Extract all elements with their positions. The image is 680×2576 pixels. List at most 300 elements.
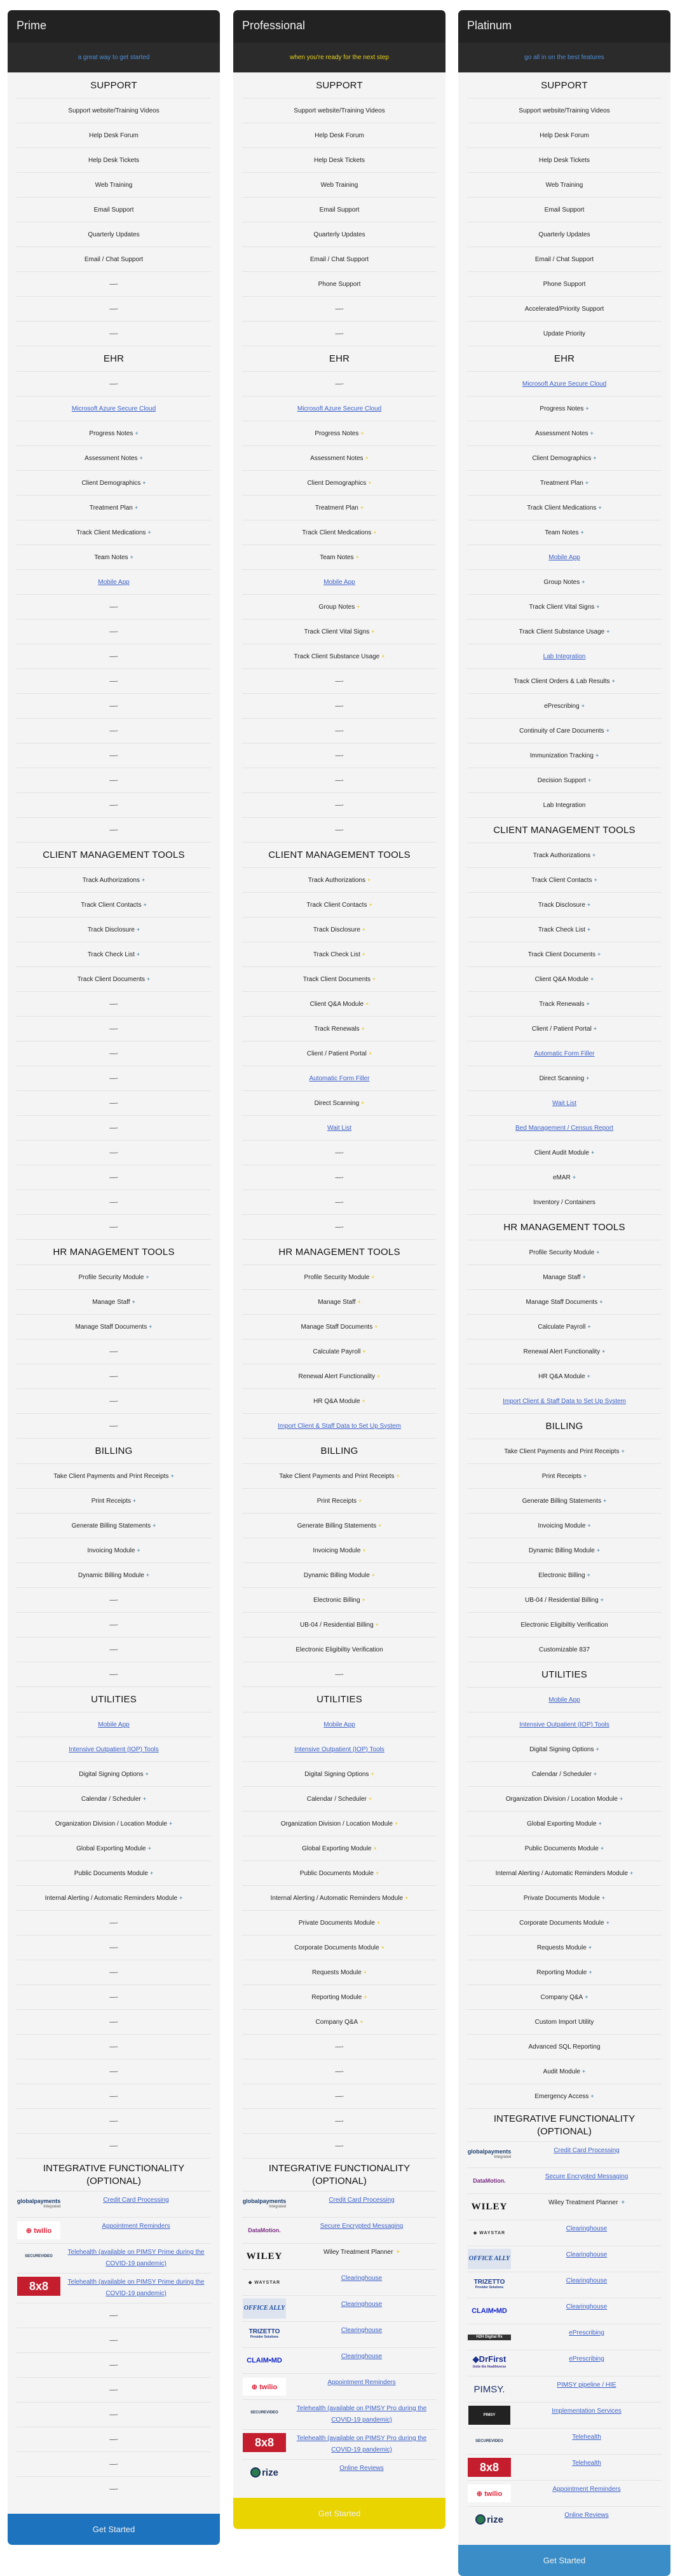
plus-icon[interactable]: + bbox=[143, 901, 147, 908]
feature-row bbox=[467, 2009, 662, 2034]
plus-icon[interactable]: + bbox=[611, 677, 615, 684]
plus-icon[interactable]: + bbox=[142, 1795, 147, 1802]
integration-link-clearinghouse[interactable]: Clearinghouse bbox=[566, 2303, 608, 2310]
plus-icon[interactable]: + bbox=[582, 2068, 586, 2075]
feature-row bbox=[242, 172, 437, 197]
integration-link-online-reviews[interactable]: Online Reviews bbox=[564, 2512, 609, 2519]
feature-row bbox=[467, 172, 662, 197]
plus-icon[interactable]: + bbox=[619, 2199, 625, 2206]
plus-icon[interactable]: + bbox=[595, 752, 599, 759]
mountain-icon bbox=[250, 2467, 261, 2478]
feature-link-mobile-app[interactable]: Mobile App bbox=[323, 1721, 355, 1728]
integration-link-clearinghouse[interactable]: Clearinghouse bbox=[341, 2275, 383, 2282]
plus-icon[interactable]: + bbox=[619, 1795, 623, 1802]
feature-row bbox=[467, 1339, 662, 1364]
datamotion-logo bbox=[467, 2171, 512, 2190]
plus-icon[interactable]: + bbox=[146, 1273, 149, 1280]
logo-text: globalpayments bbox=[17, 2198, 61, 2204]
feature-row bbox=[242, 569, 437, 594]
feature-row bbox=[17, 1463, 211, 1488]
plus-icon[interactable]: + bbox=[588, 1969, 592, 1976]
plus-icon[interactable]: + bbox=[130, 553, 133, 560]
feature-row bbox=[467, 2059, 662, 2084]
get-started-button[interactable]: Get Started bbox=[458, 2545, 670, 2576]
feature-link-wait-list[interactable]: Wait List bbox=[552, 1099, 576, 1107]
plus-icon[interactable]: + bbox=[621, 1447, 625, 1454]
plus-icon[interactable]: + bbox=[372, 975, 376, 982]
plus-icon[interactable]: + bbox=[582, 1273, 586, 1280]
logo-text: 8x8 bbox=[29, 2279, 49, 2293]
plus-icon[interactable]: + bbox=[134, 504, 139, 511]
plus-icon[interactable]: + bbox=[583, 1472, 587, 1479]
plus-icon[interactable]: + bbox=[362, 1547, 366, 1554]
plus-icon[interactable]: + bbox=[360, 2018, 364, 2025]
plus-icon[interactable]: + bbox=[365, 454, 369, 461]
integration-link-appointment-reminders[interactable]: Appointment Reminders bbox=[102, 2223, 170, 2230]
section-heading-utilities: UTILITIES bbox=[467, 1662, 662, 1687]
feature-row bbox=[242, 1463, 437, 1488]
feature-label: Track Client Medications bbox=[76, 529, 146, 536]
integration-link-credit-card-processing[interactable]: Credit Card Processing bbox=[554, 2147, 620, 2154]
feature-unavailable bbox=[242, 296, 437, 321]
feature-label: HR Q&A Module bbox=[538, 1373, 585, 1380]
plus-icon[interactable]: + bbox=[153, 1522, 156, 1529]
plus-icon[interactable]: + bbox=[606, 1919, 609, 1926]
feature-row bbox=[467, 470, 662, 495]
plus-icon[interactable]: + bbox=[590, 1149, 595, 1156]
feature-unavailable bbox=[17, 1214, 211, 1239]
plus-icon[interactable]: + bbox=[376, 1919, 381, 1926]
feature-row bbox=[467, 495, 662, 520]
feature-unavailable bbox=[17, 1165, 211, 1190]
plus-icon[interactable]: + bbox=[145, 1770, 149, 1777]
feature-row bbox=[17, 98, 211, 123]
feature-row bbox=[467, 1140, 662, 1165]
integration-link-eprescribing[interactable]: ePrescribing bbox=[569, 2356, 604, 2362]
plus-icon[interactable]: + bbox=[593, 1025, 597, 1032]
plus-icon[interactable]: + bbox=[132, 1298, 135, 1305]
plus-icon[interactable]: + bbox=[596, 603, 600, 610]
feature-label: Quarterly Updates bbox=[88, 231, 140, 238]
feature-link-lab-integration[interactable]: Lab Integration bbox=[543, 653, 586, 660]
feature-row bbox=[242, 1016, 437, 1041]
plus-icon[interactable]: + bbox=[587, 926, 591, 933]
dash-placeholder: —- bbox=[109, 1174, 118, 1181]
twilio-logo-mark bbox=[243, 2378, 286, 2396]
dash-placeholder: —- bbox=[109, 2485, 118, 2493]
feature-link-bed-management-census-report[interactable]: Bed Management / Census Report bbox=[515, 1124, 613, 1132]
plus-icon[interactable]: + bbox=[381, 1944, 384, 1951]
plus-icon[interactable]: + bbox=[368, 1050, 372, 1057]
feature-link-mobile-app[interactable]: Mobile App bbox=[323, 578, 355, 586]
plus-icon[interactable]: + bbox=[598, 504, 602, 511]
plus-icon[interactable]: + bbox=[586, 1000, 590, 1007]
plus-icon[interactable]: + bbox=[587, 1323, 591, 1330]
feature-label: Continuity of Care Documents bbox=[519, 727, 604, 735]
feature-link-mobile-app[interactable]: Mobile App bbox=[548, 1696, 580, 1704]
feature-row bbox=[242, 123, 437, 147]
feature-link-automatic-form-filler[interactable]: Automatic Form Filler bbox=[534, 1050, 595, 1057]
feature-row bbox=[17, 892, 211, 917]
integration-link-appointment-reminders[interactable]: Appointment Reminders bbox=[327, 2379, 396, 2386]
feature-unavailable bbox=[17, 1910, 211, 1935]
plus-icon[interactable]: + bbox=[594, 876, 597, 883]
trizetto-logo-mark bbox=[474, 2279, 505, 2291]
dash-placeholder: —- bbox=[335, 752, 344, 759]
plus-icon[interactable]: + bbox=[147, 1845, 151, 1852]
get-started-button[interactable]: Get Started bbox=[8, 2514, 220, 2545]
plan-features bbox=[8, 72, 220, 2514]
plus-icon[interactable]: + bbox=[405, 1894, 409, 1901]
plus-icon[interactable]: + bbox=[136, 926, 140, 933]
integration-link-eprescribing[interactable]: ePrescribing bbox=[569, 2329, 604, 2336]
plus-icon[interactable]: + bbox=[602, 1348, 606, 1355]
plus-icon[interactable]: + bbox=[149, 1323, 153, 1330]
feature-link-intensive-outpatient-iop-tools[interactable]: Intensive Outpatient (IOP) Tools bbox=[294, 1746, 384, 1753]
plus-icon[interactable]: + bbox=[362, 951, 366, 958]
integration-description bbox=[512, 2510, 662, 2521]
plus-icon[interactable]: + bbox=[365, 1000, 369, 1007]
plus-icon[interactable]: + bbox=[360, 504, 364, 511]
plus-icon[interactable]: + bbox=[362, 1397, 365, 1404]
plus-icon[interactable]: + bbox=[587, 1571, 590, 1578]
dash-placeholder: —- bbox=[109, 628, 118, 635]
plus-icon[interactable]: + bbox=[596, 1249, 600, 1256]
feature-label: Team Notes bbox=[320, 553, 354, 561]
section-heading-hr-management-tools: HR MANAGEMENT TOOLS bbox=[17, 1239, 211, 1264]
feature-label: Direct Scanning bbox=[314, 1099, 360, 1107]
plus-icon[interactable]: + bbox=[362, 1348, 366, 1355]
integration-link-implementation-services[interactable]: Implementation Services bbox=[552, 2408, 622, 2415]
integration-link-clearinghouse[interactable]: Clearinghouse bbox=[566, 2225, 608, 2232]
dash-placeholder: —- bbox=[109, 1993, 118, 2001]
plus-icon[interactable]: + bbox=[394, 1820, 398, 1827]
integration-link-clearinghouse[interactable]: Clearinghouse bbox=[566, 2277, 608, 2284]
plus-icon[interactable]: + bbox=[580, 529, 584, 536]
plus-icon[interactable]: + bbox=[147, 529, 151, 536]
plus-icon[interactable]: + bbox=[600, 1596, 604, 1603]
plus-icon[interactable]: + bbox=[362, 1596, 365, 1603]
plus-icon[interactable]: + bbox=[585, 405, 589, 412]
plus-icon[interactable]: + bbox=[600, 1845, 604, 1852]
section-heading-support: SUPPORT bbox=[541, 79, 588, 91]
feature-link-microsoft-azure-secure-cloud[interactable]: Microsoft Azure Secure Cloud bbox=[71, 405, 156, 412]
feature-row bbox=[242, 247, 437, 271]
plus-icon[interactable]: + bbox=[357, 1298, 361, 1305]
integration-link-telehealth[interactable]: Telehealth bbox=[572, 2460, 601, 2467]
plus-icon[interactable]: + bbox=[587, 901, 591, 908]
plus-icon[interactable]: + bbox=[375, 1869, 379, 1876]
feature-row bbox=[242, 1090, 437, 1115]
feature-row bbox=[467, 1488, 662, 1513]
plus-icon[interactable]: + bbox=[368, 479, 372, 486]
feature-link-microsoft-azure-secure-cloud[interactable]: Microsoft Azure Secure Cloud bbox=[522, 380, 607, 388]
plus-icon[interactable]: + bbox=[590, 975, 594, 982]
get-started-button[interactable]: Get Started bbox=[233, 2498, 445, 2529]
feature-row bbox=[467, 123, 662, 147]
plus-icon[interactable]: + bbox=[581, 578, 585, 585]
plus-icon[interactable]: + bbox=[137, 1547, 140, 1554]
plus-icon[interactable]: + bbox=[139, 454, 143, 461]
plus-icon[interactable]: + bbox=[368, 1795, 372, 1802]
plus-icon[interactable]: + bbox=[362, 926, 366, 933]
dash-placeholder: —- bbox=[335, 2068, 344, 2075]
feature-label: Profile Security Module bbox=[529, 1249, 595, 1256]
plus-icon[interactable]: + bbox=[590, 2092, 594, 2099]
plus-icon[interactable]: + bbox=[371, 628, 375, 635]
dash-placeholder: —- bbox=[335, 677, 344, 685]
plus-icon[interactable]: + bbox=[592, 851, 596, 858]
plus-icon[interactable]: + bbox=[373, 1845, 377, 1852]
feature-label: Requests Module bbox=[311, 1969, 362, 1976]
feature-label: Renewal Alert Functionality bbox=[523, 1348, 601, 1355]
integration-link-online-reviews[interactable]: Online Reviews bbox=[339, 2465, 384, 2472]
dash-placeholder: —- bbox=[109, 801, 118, 809]
plus-icon[interactable]: + bbox=[371, 1273, 375, 1280]
logo-text: WILEY bbox=[246, 2251, 283, 2261]
feature-label: Immunization Tracking bbox=[529, 752, 594, 759]
plus-icon[interactable]: + bbox=[381, 653, 385, 660]
wiley-logo bbox=[242, 2247, 287, 2266]
plus-icon[interactable]: + bbox=[595, 1746, 599, 1752]
plus-icon[interactable]: + bbox=[357, 603, 360, 610]
plan-features bbox=[233, 72, 445, 2498]
feature-label: Print Receipts bbox=[316, 1497, 357, 1505]
integration-link-telehealth-available-on-pimsy-prime-duri[interactable]: Telehealth (available on PIMSY Prime during the COVID-19 pandemic) bbox=[67, 2249, 205, 2267]
feature-link-intensive-outpatient-iop-tools[interactable]: Intensive Outpatient (IOP) Tools bbox=[519, 1721, 609, 1728]
plus-icon[interactable]: + bbox=[170, 1472, 174, 1479]
feature-row bbox=[242, 1364, 437, 1388]
section-heading-hr-management-tools: HR MANAGEMENT TOOLS bbox=[467, 1214, 662, 1240]
waystar-logo bbox=[467, 2223, 512, 2242]
plus-icon[interactable]: + bbox=[373, 529, 377, 536]
integration-label: Wiley Treatment Planner bbox=[323, 2249, 393, 2256]
plus-icon[interactable]: + bbox=[371, 1571, 376, 1578]
feature-label: Take Client Payments and Print Receipts bbox=[504, 1447, 620, 1455]
feature-link-import-client-staff-data-to-set-up-system[interactable]: Import Client & Staff Data to Set Up System bbox=[278, 1422, 401, 1430]
feature-unavailable bbox=[17, 817, 211, 842]
dash-placeholder: —- bbox=[109, 752, 118, 759]
integration-link-pimsy-pipeline-hie[interactable]: PIMSY pipeline / HIE bbox=[557, 2382, 616, 2389]
integration-link-credit-card-processing[interactable]: Credit Card Processing bbox=[103, 2197, 169, 2204]
feature-label: UB-04 / Residential Billing bbox=[525, 1596, 599, 1604]
integration-link-clearinghouse[interactable]: Clearinghouse bbox=[341, 2327, 383, 2334]
feature-row bbox=[467, 1165, 662, 1190]
plus-icon[interactable]: + bbox=[588, 1944, 592, 1951]
feature-label: Group Notes bbox=[543, 578, 580, 586]
integration-link-telehealth[interactable]: Telehealth bbox=[572, 2434, 601, 2441]
plus-icon[interactable]: + bbox=[149, 1869, 154, 1876]
integration-link-telehealth-available-on-pimsy-prime-duri[interactable]: Telehealth (available on PIMSY Prime during the COVID-19 pandemic) bbox=[67, 2279, 205, 2297]
plus-icon[interactable]: + bbox=[361, 1099, 365, 1106]
plus-icon[interactable]: + bbox=[363, 1969, 367, 1976]
plus-icon[interactable]: + bbox=[136, 951, 140, 958]
plus-icon[interactable]: + bbox=[630, 1869, 634, 1876]
feature-row bbox=[467, 1984, 662, 2009]
plus-icon[interactable]: + bbox=[179, 1894, 183, 1901]
plus-icon[interactable]: + bbox=[355, 553, 359, 560]
feature-row bbox=[467, 892, 662, 917]
feature-row bbox=[242, 619, 437, 644]
plus-icon[interactable]: + bbox=[585, 1993, 588, 2000]
feature-row bbox=[242, 1811, 437, 1836]
waystar-logo-mark bbox=[473, 2230, 505, 2235]
waystar-logo bbox=[242, 2273, 287, 2292]
feature-label: Public Documents Module bbox=[524, 1845, 599, 1852]
feature-link-mobile-app[interactable]: Mobile App bbox=[548, 553, 580, 561]
integration-link-credit-card-processing[interactable]: Credit Card Processing bbox=[329, 2197, 395, 2204]
feature-row bbox=[467, 1563, 662, 1587]
feature-unavailable bbox=[17, 743, 211, 768]
feature-row bbox=[467, 1240, 662, 1264]
plus-icon[interactable]: + bbox=[593, 454, 597, 461]
integration-row bbox=[467, 2402, 662, 2428]
feature-label: Custom Import Utility bbox=[534, 2018, 594, 2026]
plus-icon[interactable]: + bbox=[367, 876, 371, 883]
plus-icon[interactable]: + bbox=[596, 1547, 601, 1554]
feature-row bbox=[467, 718, 662, 743]
feature-label: Manage Staff Documents bbox=[301, 1323, 373, 1331]
feature-unavailable bbox=[17, 1090, 211, 1115]
integration-description bbox=[512, 2223, 662, 2235]
plus-icon[interactable]: + bbox=[146, 1571, 150, 1578]
plus-icon[interactable]: + bbox=[396, 1472, 400, 1479]
logo-text: ⊕ twilio bbox=[476, 2490, 503, 2498]
feature-label: Electronic Eligibiltiy Verification bbox=[520, 1621, 608, 1629]
feature-label: Progress Notes bbox=[540, 405, 584, 412]
integration-link-telehealth-available-on-pimsy-pro-during[interactable]: Telehealth (available on PIMSY Pro during the COVID-19 pandemic) bbox=[296, 2435, 427, 2453]
plus-icon[interactable]: + bbox=[601, 1894, 606, 1901]
feature-row bbox=[242, 1339, 437, 1364]
plus-icon[interactable]: + bbox=[168, 1820, 173, 1827]
twilio-logo-mark bbox=[468, 2484, 511, 2502]
feature-link-automatic-form-filler[interactable]: Automatic Form Filler bbox=[309, 1074, 370, 1082]
feature-row bbox=[242, 892, 437, 917]
integration-link-secure-encrypted-messaging[interactable]: Secure Encrypted Messaging bbox=[545, 2173, 629, 2180]
plus-icon[interactable]: + bbox=[587, 776, 592, 783]
plus-icon[interactable]: + bbox=[394, 2249, 400, 2256]
feature-link-wait-list[interactable]: Wait List bbox=[327, 1124, 351, 1132]
plus-icon[interactable]: + bbox=[135, 430, 139, 437]
securevideo-logo bbox=[17, 2247, 61, 2266]
feature-row bbox=[467, 644, 662, 668]
feature-unavailable bbox=[17, 693, 211, 718]
feature-link-mobile-app[interactable]: Mobile App bbox=[98, 1721, 130, 1728]
plus-icon[interactable]: + bbox=[606, 727, 609, 734]
integration-description bbox=[287, 2463, 437, 2474]
dash-placeholder: —- bbox=[109, 1223, 118, 1231]
plan-features bbox=[458, 72, 670, 2545]
plus-icon[interactable]: + bbox=[377, 1373, 381, 1380]
plus-icon[interactable]: + bbox=[587, 1522, 591, 1529]
dash-placeholder: —- bbox=[109, 1671, 118, 1678]
plus-icon[interactable]: + bbox=[375, 1621, 379, 1628]
plus-icon[interactable]: + bbox=[141, 876, 146, 883]
feature-row bbox=[242, 197, 437, 222]
integration-description bbox=[287, 2273, 437, 2284]
plus-icon[interactable]: + bbox=[361, 1025, 365, 1032]
integration-link-telehealth-available-on-pimsy-pro-during[interactable]: Telehealth (available on PIMSY Pro during the COVID-19 pandemic) bbox=[296, 2405, 427, 2423]
plus-icon[interactable]: + bbox=[599, 1298, 603, 1305]
dash-placeholder: —- bbox=[335, 801, 344, 809]
rize-logo-mark bbox=[250, 2467, 278, 2478]
integration-row bbox=[467, 2324, 662, 2350]
feature-row bbox=[467, 1836, 662, 1861]
feature-row bbox=[467, 1687, 662, 1712]
plus-icon[interactable]: + bbox=[360, 430, 364, 437]
plus-icon[interactable]: + bbox=[581, 702, 585, 709]
feature-label: Manage Staff bbox=[543, 1273, 581, 1281]
plus-icon[interactable]: + bbox=[374, 1323, 378, 1330]
plan-tagline: go all in on the best features bbox=[458, 43, 670, 72]
plus-icon[interactable]: + bbox=[371, 1770, 374, 1777]
dash-placeholder: —- bbox=[109, 776, 118, 784]
integration-link-clearinghouse[interactable]: Clearinghouse bbox=[341, 2301, 383, 2308]
feature-link-import-client-staff-data-to-set-up-system[interactable]: Import Client & Staff Data to Set Up System bbox=[503, 1397, 626, 1405]
feature-unavailable bbox=[17, 792, 211, 817]
integration-description bbox=[512, 2171, 662, 2183]
dash-placeholder: —- bbox=[109, 2092, 118, 2100]
plus-icon[interactable]: + bbox=[364, 1993, 367, 2000]
feature-label: Progress Notes bbox=[89, 430, 133, 437]
plus-icon[interactable]: + bbox=[590, 430, 594, 437]
plus-icon[interactable]: + bbox=[606, 628, 610, 635]
plus-icon[interactable]: + bbox=[587, 1373, 590, 1380]
feature-link-intensive-outpatient-iop-tools[interactable]: Intensive Outpatient (IOP) Tools bbox=[69, 1746, 159, 1753]
integration-link-appointment-reminders[interactable]: Appointment Reminders bbox=[552, 2486, 621, 2493]
plus-icon[interactable]: + bbox=[147, 975, 151, 982]
feature-label: Lab Integration bbox=[543, 801, 586, 809]
plus-icon[interactable]: + bbox=[358, 1497, 362, 1504]
plus-icon[interactable]: + bbox=[132, 1497, 137, 1504]
plus-icon[interactable]: + bbox=[597, 951, 601, 958]
feature-label: Quarterly Updates bbox=[538, 231, 590, 238]
plus-icon[interactable]: + bbox=[369, 901, 372, 908]
plus-icon[interactable]: + bbox=[378, 1522, 382, 1529]
integration-description bbox=[512, 2249, 662, 2261]
plus-icon[interactable]: + bbox=[585, 479, 589, 486]
feature-link-microsoft-azure-secure-cloud[interactable]: Microsoft Azure Secure Cloud bbox=[297, 405, 382, 412]
feature-unavailable bbox=[17, 2402, 211, 2427]
dash-placeholder: —- bbox=[109, 1198, 118, 1206]
integration-description bbox=[287, 2325, 437, 2336]
feature-label: Email Support bbox=[319, 206, 360, 214]
feature-label: Web Training bbox=[320, 181, 358, 189]
plus-icon[interactable]: + bbox=[572, 1174, 576, 1181]
plus-icon[interactable]: + bbox=[598, 1820, 602, 1827]
plan-card-prime bbox=[8, 10, 220, 2545]
feature-label: Client Q&A Module bbox=[309, 1000, 364, 1008]
integration-link-clearinghouse[interactable]: Clearinghouse bbox=[341, 2353, 383, 2360]
dash-placeholder: —- bbox=[109, 1969, 118, 1976]
plus-icon[interactable]: + bbox=[586, 1074, 590, 1081]
plus-icon[interactable]: + bbox=[593, 1770, 597, 1777]
feature-label: Audit Module bbox=[543, 2068, 581, 2075]
feature-link-mobile-app[interactable]: Mobile App bbox=[98, 578, 130, 586]
feature-row bbox=[242, 966, 437, 991]
integration-row bbox=[242, 2399, 437, 2429]
feature-label: Private Documents Module bbox=[298, 1919, 375, 1927]
logo-text: SECUREVIDEO bbox=[475, 2439, 503, 2443]
feature-unavailable bbox=[17, 1364, 211, 1388]
plus-icon[interactable]: + bbox=[603, 1497, 607, 1504]
plus-icon[interactable]: + bbox=[142, 479, 146, 486]
integration-link-secure-encrypted-messaging[interactable]: Secure Encrypted Messaging bbox=[320, 2223, 404, 2230]
integration-row bbox=[467, 2298, 662, 2324]
integration-link-clearinghouse[interactable]: Clearinghouse bbox=[566, 2251, 608, 2258]
dash-placeholder: —- bbox=[109, 330, 118, 337]
feature-row bbox=[467, 1587, 662, 1612]
